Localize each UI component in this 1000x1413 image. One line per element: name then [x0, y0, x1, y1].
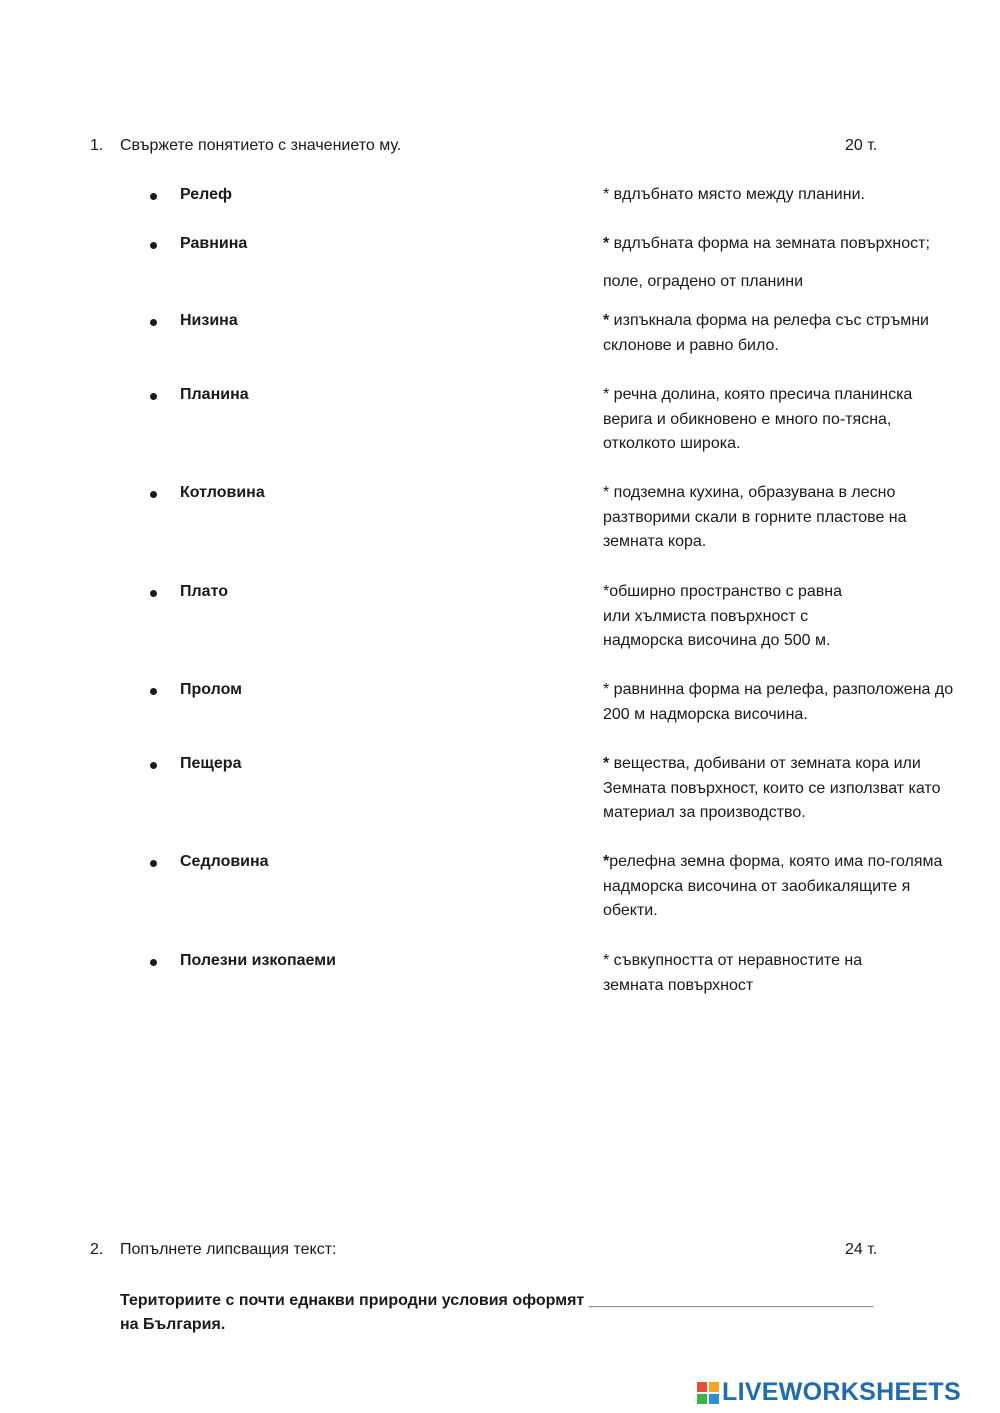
definition-line: равнинна форма на релефа, разположена до [609, 681, 954, 698]
fill-in-sentence [120, 1289, 873, 1337]
definition-line: надморска височина от заобикалящите я [603, 877, 911, 895]
definition-line [603, 257, 983, 270]
logo-block [709, 1394, 719, 1404]
definition-line: подземна кухина, образувана в лесно [609, 484, 896, 501]
definition-star: * [603, 386, 610, 403]
definition-line: Земната повърхност, които се използват като [603, 779, 941, 797]
definition-line: склонове и равно било. [603, 336, 779, 354]
definition-line: речна долина, която пресича планинска [609, 386, 913, 403]
definition-item[interactable] [603, 678, 983, 727]
definition-item[interactable] [603, 949, 983, 998]
sentence-start: Териториите с почти еднакви природни условия оформят [120, 1292, 585, 1309]
definition-line: отколкото широка. [603, 435, 741, 452]
term-item[interactable]: Котловина [180, 484, 265, 501]
bullet-icon [150, 860, 157, 867]
definition-line: разтворими скали в горните пластове на [603, 508, 907, 526]
term-item[interactable]: Низина [180, 312, 238, 329]
definition-line: вдлъбната форма на земната повърхност; [609, 235, 930, 252]
bullet-icon [150, 688, 157, 695]
definition-line: надморска височина до 500 м. [603, 632, 831, 649]
definition-star: * [603, 186, 610, 203]
question-1-points: 20 т. [845, 137, 878, 154]
definition-line: обекти. [603, 902, 658, 919]
definition-line: 200 м надморска височина. [603, 705, 808, 723]
definition-star: * [603, 583, 610, 600]
question-1-number: 1. [90, 137, 104, 154]
question-2-text: Попълнете липсващия текст: [120, 1241, 337, 1258]
liveworksheets-logo [697, 1378, 961, 1407]
term-item[interactable]: Планина [180, 386, 249, 403]
bullet-icon [150, 319, 157, 326]
bullet-icon [150, 491, 157, 498]
definition-item[interactable] [603, 309, 983, 358]
bullet-icon [150, 959, 157, 966]
definition-line: вещества, добивани от земната кора или [609, 755, 921, 772]
definition-star: * [603, 484, 610, 501]
definition-item[interactable] [603, 580, 983, 654]
term-item[interactable]: Равнина [180, 235, 248, 252]
term-item[interactable]: Пещера [180, 755, 242, 772]
definition-line: поле, оградено от планини [603, 272, 804, 290]
definition-line: обширно пространство с равна [609, 583, 843, 600]
definition-line: съвкупността от неравностите на [609, 952, 863, 969]
definition-line: верига и обикновено е много по-тясна, [603, 410, 892, 428]
definition-line: вдлъбнато място между планини. [609, 186, 865, 203]
definition-star: * [603, 235, 610, 252]
definition-item[interactable] [603, 183, 983, 208]
definition-star: * [603, 853, 610, 870]
definition-star: * [603, 312, 610, 329]
bullet-icon [150, 393, 157, 400]
logo-mark-icon [697, 1382, 719, 1404]
term-item[interactable]: Плато [180, 583, 228, 600]
definition-item[interactable] [603, 481, 983, 555]
definition-star: * [603, 755, 610, 772]
definition-item[interactable] [603, 383, 983, 457]
bullet-icon [150, 242, 157, 249]
sentence-end: на България. [120, 1316, 226, 1333]
bullet-icon [150, 193, 157, 200]
bullet-icon [150, 590, 157, 597]
definition-line: или хълмиста повърхност с [603, 607, 809, 625]
logo-block [697, 1394, 707, 1404]
term-item[interactable]: Пролом [180, 681, 242, 698]
definition-item[interactable] [603, 752, 983, 826]
question-1-text: Свържете понятието с значението му. [120, 137, 402, 154]
question-2-number: 2. [90, 1241, 104, 1258]
definition-item[interactable] [603, 850, 983, 924]
definition-line: земната кора. [603, 533, 707, 550]
definition-line: изпъкнала форма на релефа със стръмни [609, 312, 929, 329]
logo-block [697, 1382, 707, 1392]
definition-line: релефна земна форма, която има по-голяма [609, 853, 943, 870]
answer-blank[interactable]: ________________________________ [588, 1292, 874, 1309]
definition-line: земната повърхност [603, 976, 754, 994]
question-2-points: 24 т. [845, 1241, 878, 1258]
term-item[interactable]: Релеф [180, 186, 233, 203]
logo-block [709, 1382, 719, 1392]
definition-star: * [603, 952, 610, 969]
term-item[interactable]: Полезни изкопаеми [180, 952, 336, 969]
definition-line: материал за производство. [603, 804, 806, 821]
definition-star: * [603, 681, 610, 698]
logo-text: LIVEWORKSHEETS [722, 1378, 961, 1406]
definition-item[interactable] [603, 232, 983, 294]
bullet-icon [150, 762, 157, 769]
term-item[interactable]: Седловина [180, 853, 269, 870]
